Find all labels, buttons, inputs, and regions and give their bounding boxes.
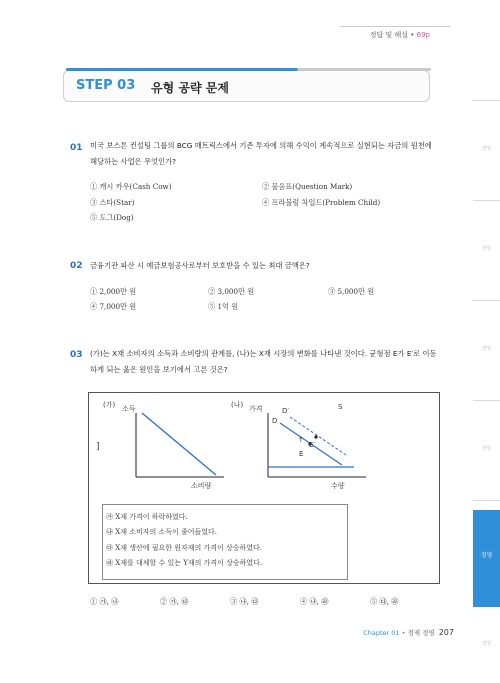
answer-option[interactable]: ① 캐시 카우(Cash Cow) bbox=[90, 182, 172, 191]
answer-page-ref: 69p bbox=[416, 31, 430, 39]
question-text: (가)는 X재 소비자의 소득과 소비량의 관계를, (나)는 X재 시장의 변화를 나타낸 것이다. 균형점 E가 E′로 이동하게 되는 옳은 원인을 보기에서 고른 것은? bbox=[90, 349, 437, 374]
statement-item: ㉮ X재 가격이 하락하였다. bbox=[106, 513, 188, 521]
answer-option[interactable]: ① 2,000만 원 bbox=[90, 287, 137, 296]
answer-option[interactable]: ⑤ 도그(Dog) bbox=[90, 213, 134, 222]
footer-chapter: Chapter 01 • bbox=[363, 629, 408, 637]
panel-a-graph bbox=[120, 395, 230, 485]
question-number: 02 bbox=[70, 261, 83, 271]
page-number: 207 bbox=[438, 628, 454, 637]
answer-option[interactable]: ② 3,000만 원 bbox=[208, 287, 255, 296]
statement-item: ㉱ X재를 대체할 수 있는 Y재의 가격이 상승하였다. bbox=[106, 559, 263, 567]
step-accent-bar bbox=[66, 68, 298, 71]
panel-a-curve bbox=[142, 413, 216, 475]
label-d: D bbox=[272, 417, 278, 425]
panel-a-xlabel: 소비량 bbox=[191, 482, 212, 490]
label-e: E bbox=[299, 450, 304, 458]
sidebar-divider bbox=[473, 200, 500, 201]
chapter-sidebar bbox=[473, 0, 500, 683]
sidebar-tab-active bbox=[473, 510, 500, 607]
answer-option[interactable]: ② 물음표(Question Mark) bbox=[262, 182, 353, 191]
answer-option[interactable]: ③ 5,000만 원 bbox=[328, 287, 375, 296]
answer-option[interactable]: ④ ㉯, ㉱ bbox=[300, 597, 329, 606]
panel-b-graph bbox=[262, 395, 372, 485]
statement-item: ㉯ X재 소비자의 소득이 줄어들었다. bbox=[106, 528, 218, 536]
label-e-prime: E′ bbox=[309, 441, 316, 449]
answer-option[interactable]: ② ㉮, ㉰ bbox=[160, 597, 189, 606]
answer-option[interactable]: ④ 7,000만 원 bbox=[90, 302, 137, 311]
sidebar-tab-label: 경영 bbox=[481, 446, 492, 452]
answer-reference-text: 정답 및 해설 • bbox=[369, 31, 417, 39]
panel-b-ylabel: 가격 bbox=[249, 405, 263, 413]
answer-option[interactable]: ④ 프라블럼 차일드(Problem Child) bbox=[262, 198, 381, 207]
statement-item: ㉰ X재 생산에 필요한 원자재의 가격이 상승하였다. bbox=[106, 544, 263, 552]
step-number: STEP 03 bbox=[76, 78, 136, 93]
question-text: 금융기관 파산 시 예금보험공사로부터 보호받을 수 있는 최대 금액은? bbox=[90, 261, 310, 270]
arrow-up: ↑ bbox=[298, 436, 304, 444]
sidebar-divider bbox=[473, 500, 500, 501]
question-number: 01 bbox=[70, 143, 83, 153]
question-number: 03 bbox=[70, 350, 83, 360]
page-footer bbox=[363, 628, 454, 637]
label-s: S bbox=[338, 403, 343, 411]
answer-option[interactable]: ① ㉮, ㉯ bbox=[90, 597, 119, 606]
label-d-prime: D′ bbox=[282, 407, 289, 415]
panel-a-tag: (가) bbox=[103, 401, 116, 409]
page-title: 유형 공략 문제 bbox=[151, 81, 229, 95]
footer-subject: 경제 경영 bbox=[407, 629, 435, 637]
equilibrium-point-e-prime bbox=[314, 435, 317, 438]
answer-reference bbox=[370, 30, 430, 40]
panel-b-xlabel: 수량 bbox=[331, 482, 345, 490]
sidebar-tab-active-label: 경영 bbox=[480, 552, 493, 559]
side-bracket: ] bbox=[96, 442, 100, 452]
header-divider bbox=[340, 26, 450, 27]
panel-a-ylabel: 소득 bbox=[122, 405, 136, 413]
answer-option[interactable]: ⑤ ㉰, ㉱ bbox=[370, 597, 399, 606]
answer-option[interactable]: ⑤ 1억 원 bbox=[208, 302, 239, 311]
sidebar-tab-label: 경영 bbox=[481, 641, 492, 647]
sidebar-tab-label: 경영 bbox=[481, 146, 492, 152]
sidebar-divider bbox=[473, 400, 500, 401]
sidebar-tab-label: 경영 bbox=[481, 346, 492, 352]
answer-option[interactable]: ③ 스타(Star) bbox=[90, 198, 135, 207]
sidebar-divider bbox=[473, 100, 500, 101]
answer-option[interactable]: ③ ㉯, ㉰ bbox=[230, 597, 259, 606]
sidebar-divider bbox=[473, 300, 500, 301]
question-text: 미국 보스톤 컨설팅 그룹의 BCG 매트릭스에서 기존 투자에 의해 수익이 계속적으로 실현되는 자금의 원천에 해당하는 사업은 무엇인가? bbox=[90, 141, 432, 166]
panel-b-tag: (나) bbox=[231, 401, 244, 409]
sidebar-tab-label: 경영 bbox=[481, 246, 492, 252]
step-accent-bar-grey bbox=[298, 68, 431, 71]
